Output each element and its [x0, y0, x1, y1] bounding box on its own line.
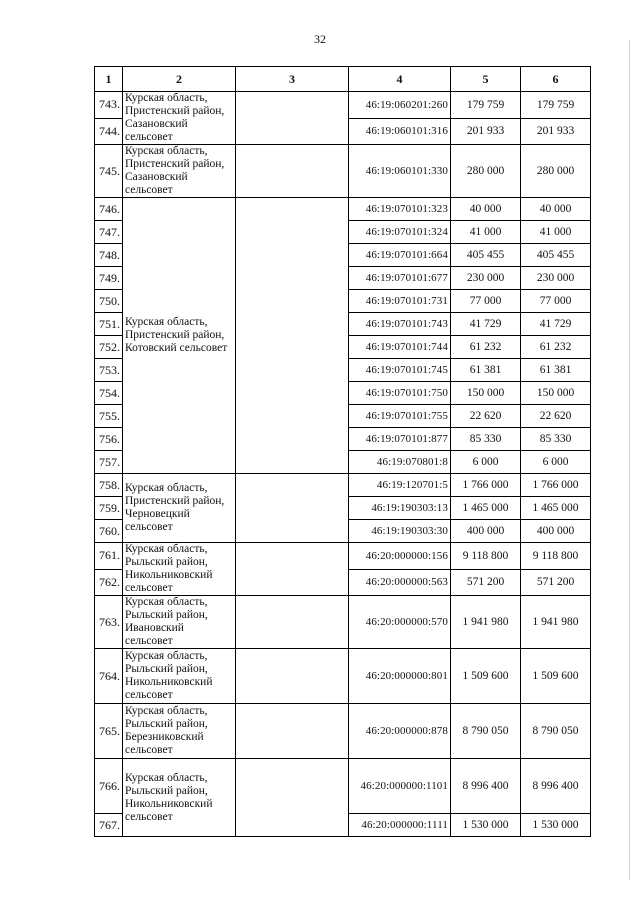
value-col5: 179 759	[451, 92, 521, 119]
value-col5: 230 000	[451, 267, 521, 290]
column-header: 4	[349, 67, 451, 92]
entry-number: 763.	[95, 596, 123, 649]
value-col6: 400 000	[521, 520, 591, 543]
location-cell: Курская область, Пристенский район, Сазановский сельсовет	[123, 92, 236, 145]
value-col6: 6 000	[521, 451, 591, 474]
cadastral-number: 46:19:070101:323	[349, 198, 451, 221]
table-row	[95, 649, 591, 704]
value-col5: 8 790 050	[451, 704, 521, 759]
location-cell: Курская область, Рыльский район, Березниковский сельсовет	[123, 704, 236, 759]
value-col6: 179 759	[521, 92, 591, 119]
value-col5: 201 933	[451, 118, 521, 145]
location-cell: Курская область, Рыльский район, Ивановский сельсовет	[123, 596, 236, 649]
entry-number: 758.	[95, 474, 123, 497]
value-col6: 201 933	[521, 118, 591, 145]
empty-column-3-cell	[236, 474, 349, 543]
table-row	[95, 704, 591, 759]
cadastral-number: 46:19:070801:8	[349, 451, 451, 474]
cadastral-number: 46:19:070101:745	[349, 359, 451, 382]
value-col6: 230 000	[521, 267, 591, 290]
cadastral-number: 46:19:070101:677	[349, 267, 451, 290]
empty-column-3-cell	[236, 704, 349, 759]
table-row	[95, 92, 591, 119]
location-cell: Курская область, Рыльский район, Никольниковский сельсовет	[123, 649, 236, 704]
value-col5: 1 509 600	[451, 649, 521, 704]
cadastral-number: 46:20:000000:563	[349, 569, 451, 596]
entry-number: 751.	[95, 313, 123, 336]
entry-number: 765.	[95, 704, 123, 759]
value-col6: 1 509 600	[521, 649, 591, 704]
cadastral-number: 46:19:070101:731	[349, 290, 451, 313]
value-col5: 77 000	[451, 290, 521, 313]
table-row	[95, 543, 591, 570]
table-row	[95, 759, 591, 814]
value-col5: 41 729	[451, 313, 521, 336]
empty-column-3-cell	[236, 596, 349, 649]
value-col5: 40 000	[451, 198, 521, 221]
entry-number: 753.	[95, 359, 123, 382]
entry-number: 756.	[95, 428, 123, 451]
value-col6: 280 000	[521, 145, 591, 198]
value-col6: 8 790 050	[521, 704, 591, 759]
cadastral-number: 46:20:000000:570	[349, 596, 451, 649]
empty-column-3-cell	[236, 543, 349, 596]
value-col5: 400 000	[451, 520, 521, 543]
entry-number: 750.	[95, 290, 123, 313]
value-col6: 1 941 980	[521, 596, 591, 649]
entry-number: 749.	[95, 267, 123, 290]
location-cell: Курская область, Пристенский район, Котовский сельсовет	[123, 198, 236, 474]
cadastral-number: 46:19:060101:330	[349, 145, 451, 198]
value-col6: 9 118 800	[521, 543, 591, 570]
location-cell: Курская область, Рыльский район, Никольниковский сельсовет	[123, 543, 236, 596]
location-cell: Курская область, Пристенский район, Черновецкий сельсовет	[123, 474, 236, 543]
scan-edge-line	[629, 40, 630, 880]
empty-column-3-cell	[236, 92, 349, 145]
cadastral-number: 46:19:070101:664	[349, 244, 451, 267]
value-col6: 41 000	[521, 221, 591, 244]
value-col5: 6 000	[451, 451, 521, 474]
entry-number: 762.	[95, 569, 123, 596]
column-header: 3	[236, 67, 349, 92]
value-col5: 85 330	[451, 428, 521, 451]
cadastral-number: 46:20:000000:801	[349, 649, 451, 704]
value-col5: 150 000	[451, 382, 521, 405]
column-header: 1	[95, 67, 123, 92]
cadastral-number: 46:19:070101:324	[349, 221, 451, 244]
value-col6: 61 381	[521, 359, 591, 382]
empty-column-3-cell	[236, 145, 349, 198]
value-col5: 1 530 000	[451, 814, 521, 837]
value-col5: 9 118 800	[451, 543, 521, 570]
entry-number: 754.	[95, 382, 123, 405]
column-header: 5	[451, 67, 521, 92]
header-row	[95, 67, 591, 92]
entry-number: 766.	[95, 759, 123, 814]
value-col6: 1 465 000	[521, 497, 591, 520]
page-number: 32	[314, 32, 326, 46]
cadastral-number: 46:19:070101:877	[349, 428, 451, 451]
table-row	[95, 198, 591, 221]
land-registry-table	[94, 66, 591, 837]
value-col6: 1 766 000	[521, 474, 591, 497]
entry-number: 746.	[95, 198, 123, 221]
value-col5: 1 941 980	[451, 596, 521, 649]
entry-number: 761.	[95, 543, 123, 570]
cadastral-number: 46:19:060201:260	[349, 92, 451, 119]
value-col6: 40 000	[521, 198, 591, 221]
location-cell: Курская область, Рыльский район, Никольниковский сельсовет	[123, 759, 236, 837]
value-col6: 77 000	[521, 290, 591, 313]
value-col5: 571 200	[451, 569, 521, 596]
cadastral-number: 46:19:070101:744	[349, 336, 451, 359]
value-col5: 280 000	[451, 145, 521, 198]
entry-number: 747.	[95, 221, 123, 244]
column-header: 6	[521, 67, 591, 92]
cadastral-number: 46:20:000000:878	[349, 704, 451, 759]
table-row	[95, 145, 591, 198]
cadastral-number: 46:19:070101:743	[349, 313, 451, 336]
entry-number: 748.	[95, 244, 123, 267]
entry-number: 752.	[95, 336, 123, 359]
value-col6: 41 729	[521, 313, 591, 336]
value-col6: 405 455	[521, 244, 591, 267]
table-row	[95, 474, 591, 497]
value-col5: 22 620	[451, 405, 521, 428]
cadastral-number: 46:19:060101:316	[349, 118, 451, 145]
empty-column-3-cell	[236, 649, 349, 704]
value-col6: 85 330	[521, 428, 591, 451]
cadastral-number: 46:20:000000:156	[349, 543, 451, 570]
empty-column-3-cell	[236, 759, 349, 837]
cadastral-number: 46:19:070101:750	[349, 382, 451, 405]
entry-number: 745.	[95, 145, 123, 198]
cadastral-number: 46:20:000000:1101	[349, 759, 451, 814]
value-col6: 571 200	[521, 569, 591, 596]
location-cell: Курская область, Пристенский район, Сазановский сельсовет	[123, 145, 236, 198]
cadastral-number: 46:19:190303:30	[349, 520, 451, 543]
value-col5: 405 455	[451, 244, 521, 267]
cadastral-number: 46:19:120701:5	[349, 474, 451, 497]
value-col6: 150 000	[521, 382, 591, 405]
entry-number: 764.	[95, 649, 123, 704]
entry-number: 757.	[95, 451, 123, 474]
table-row	[95, 596, 591, 649]
column-header: 2	[123, 67, 236, 92]
entry-number: 760.	[95, 520, 123, 543]
value-col5: 61 381	[451, 359, 521, 382]
entry-number: 744.	[95, 118, 123, 145]
value-col5: 61 232	[451, 336, 521, 359]
entry-number: 755.	[95, 405, 123, 428]
entry-number: 767.	[95, 814, 123, 837]
value-col5: 1 465 000	[451, 497, 521, 520]
value-col5: 1 766 000	[451, 474, 521, 497]
entry-number: 743.	[95, 92, 123, 119]
value-col6: 61 232	[521, 336, 591, 359]
value-col5: 8 996 400	[451, 759, 521, 814]
empty-column-3-cell	[236, 198, 349, 474]
value-col6: 8 996 400	[521, 759, 591, 814]
cadastral-number: 46:19:190303:13	[349, 497, 451, 520]
value-col6: 1 530 000	[521, 814, 591, 837]
value-col6: 22 620	[521, 405, 591, 428]
cadastral-number: 46:19:070101:755	[349, 405, 451, 428]
entry-number: 759.	[95, 497, 123, 520]
value-col5: 41 000	[451, 221, 521, 244]
cadastral-number: 46:20:000000:1111	[349, 814, 451, 837]
